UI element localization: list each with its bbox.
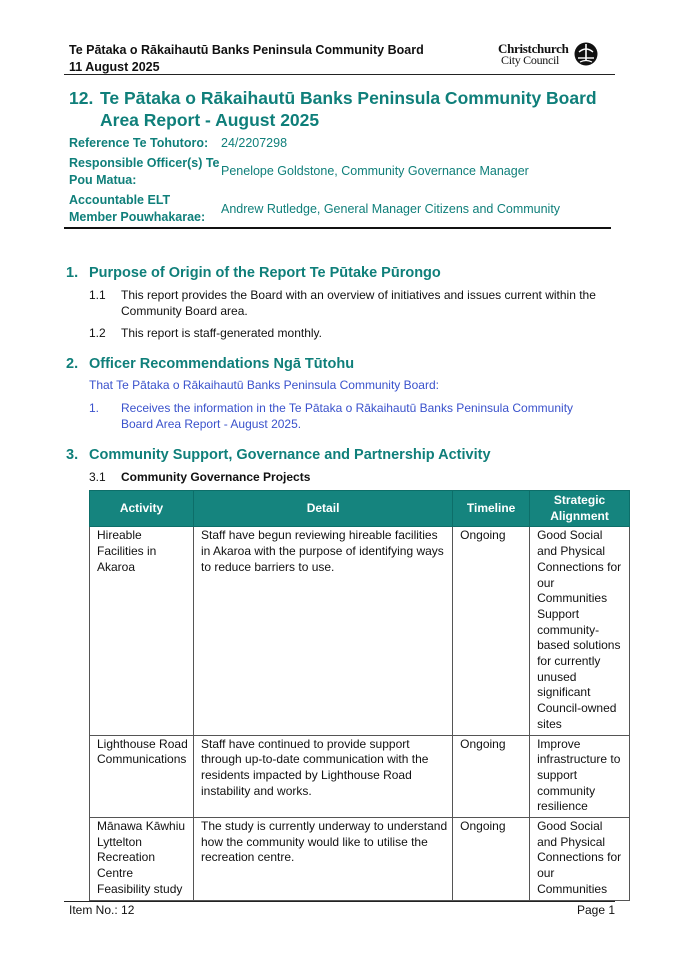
section-number: 1. [66,265,79,281]
recommendation-text: Receives the information in the Te Pātaka o Rākaihautū Banks Peninsula Community Board Area Report - August 2025. [121,401,574,431]
footer-divider [64,901,615,902]
paragraph-number: 1.1 [89,288,106,302]
section-number: 3. [66,447,79,463]
detail-cell: The study is currently underway to understand how the community would like to utilise the recreation centre. [193,818,452,901]
activity-cell: Lighthouse Road Communications [90,735,194,818]
recommendation-number: 1. [89,401,100,415]
council-emblem-icon [574,42,598,66]
activity-cell: Mānawa Kāwhiu Lyttelton Recreation Centre Feasibility study [90,818,194,901]
timeline-cell: Ongoing [453,818,530,901]
paragraph-text: This report is staff-generated monthly. [121,326,322,340]
alignment-cell [530,735,630,818]
alignment-cell [530,818,630,901]
section-title: Community Support, Governance and Partnership Activity [89,447,491,463]
section-number: 2. [66,356,79,372]
responsible-officer-value: Penelope Goldstone, Community Governance Manager [221,164,529,178]
detail-cell: Staff have begun reviewing hireable facilities in Akaroa with the purpose of identifying ways to reduce barriers to use. [193,527,452,735]
alignment-item: Support community-based solutions for currently unused significant Council-owned sites [537,606,621,731]
table-row [90,527,630,735]
table-row [90,818,630,901]
column-header-detail: Detail [193,491,452,527]
column-header-strategic-alignment: Strategic Alignment [530,491,630,527]
board-title: Te Pātaka o Rākaihautū Banks Peninsula Community Board [69,43,424,57]
alignment-item: Good Social and Physical Connections for our Communities [537,528,622,606]
accountable-elt-label-line1: Accountable ELT [69,193,171,207]
report-title-line2: Area Report - August 2025 [100,110,320,130]
table-header-row [90,491,630,527]
subsection-title: Community Governance Projects [121,470,311,484]
logo-text-line1: Christchurch [498,41,569,56]
accountable-elt-label-line2: Member Pouwhakarae: [69,210,206,224]
paragraph-text: This report provides the Board with an overview of initiatives and issues current within the Community Board area. [121,288,596,318]
paragraph-number: 1.2 [89,326,106,340]
accountable-elt-value: Andrew Rutledge, General Manager Citizens and Community [221,202,561,216]
meta-divider [64,227,611,229]
item-number: 12. [69,88,94,108]
meeting-date: 11 August 2025 [69,60,160,74]
header-divider [64,74,615,75]
section-title: Officer Recommendations Ngā Tūtohu [89,356,355,372]
reference-label: Reference Te Tohutoro: [69,136,209,150]
column-header-timeline: Timeline [453,491,530,527]
reference-value: 24/2207298 [221,136,288,150]
column-header-activity: Activity [90,491,194,527]
subsection-number: 3.1 [89,470,106,484]
recommendation-intro: That Te Pātaka o Rākaihautū Banks Peninsula Community Board: [89,378,439,392]
timeline-cell: Ongoing [453,527,530,735]
council-logo [498,42,598,68]
timeline-cell: Ongoing [453,735,530,818]
activity-cell: Hireable Facilities in Akaroa [90,527,194,735]
table-row [90,735,630,818]
section-title: Purpose of Origin of the Report Te Pūtake Pūrongo [89,265,441,281]
logo-text-line2: City Council [501,53,560,67]
alignment-cell [530,527,630,735]
responsible-officer-label-line2: Pou Matua: [69,173,137,187]
responsible-officer-label-line1: Responsible Officer(s) Te [69,156,220,170]
report-title-line1: Te Pātaka o Rākaihautū Banks Peninsula Community Board [100,88,597,108]
alignment-item: Improve infrastructure to support community resilience [537,736,621,814]
governance-projects-table [89,490,630,901]
alignment-item: Good Social and Physical Connections for our Communities [537,819,622,896]
footer-item-number: Item No.: 12 [69,903,135,917]
detail-cell: Staff have continued to provide support through up-to-date communication with the residents impacted by Lighthouse Road instability and works. [193,735,452,818]
footer-page-number: Page 1 [577,903,616,917]
